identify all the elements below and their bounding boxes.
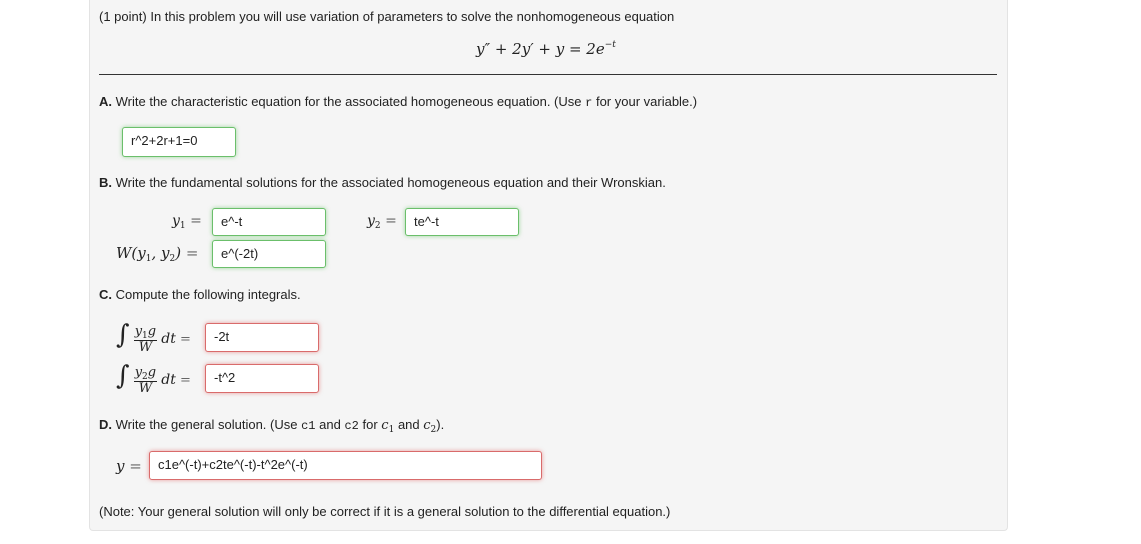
integral-1-fraction: [134, 325, 157, 355]
wronskian-label: [116, 244, 198, 262]
int2-equals: =: [179, 373, 191, 388]
problem-intro: [99, 9, 674, 24]
int2-dt: dt: [161, 372, 176, 388]
y2-label: [367, 213, 397, 229]
part-d-text-3: for: [362, 417, 378, 432]
part-d-prompt: [99, 417, 444, 433]
y2-symbol: y: [367, 213, 375, 229]
part-b-text: Write the fundamental solutions for the associated homogeneous equation and their Wronskian.: [115, 175, 666, 190]
wronskian-equals: =: [185, 244, 199, 262]
part-a-variable: r: [585, 96, 593, 110]
integral-1: [116, 320, 191, 355]
part-d-text-4: and: [397, 417, 420, 432]
part-d-letter: D.: [99, 417, 112, 432]
y2-subscript: 2: [374, 221, 381, 231]
characteristic-equation-input[interactable]: r^2+2r+1=0: [122, 127, 236, 157]
int1-denominator: W: [138, 339, 153, 355]
c2-math-sub: 2: [430, 425, 437, 435]
int2-denominator: W: [138, 380, 153, 396]
int2-numerator-g: g: [147, 364, 157, 380]
int1-numerator-g: g: [147, 323, 157, 339]
divider: [99, 74, 997, 75]
c1-code: c1: [301, 419, 316, 433]
y1-subscript: 1: [179, 221, 186, 231]
integral-2-sign: ∫: [116, 361, 130, 391]
wronskian-input[interactable]: e^(-2t): [212, 240, 326, 268]
intro-text: In this problem you will use variation of parameters to solve the nonhomogeneous equation: [150, 9, 675, 24]
part-d-text-5: ).: [436, 417, 445, 432]
y1-input[interactable]: e^-t: [212, 208, 326, 236]
part-b-prompt: [99, 175, 666, 190]
points-label: (1 point): [99, 9, 147, 24]
wronskian-close: ): [175, 244, 182, 262]
part-a-text-after: for your variable.): [595, 94, 698, 109]
y1-symbol: y: [172, 213, 180, 229]
wronskian-open: W(y: [116, 244, 146, 262]
int2-numerator-sub: 2: [142, 371, 148, 382]
y1-label: [172, 213, 202, 229]
y-symbol: y: [116, 457, 125, 475]
c1-math-sub: 1: [388, 425, 395, 435]
integral-1-input[interactable]: -2t: [205, 323, 319, 352]
c2-code: c2: [344, 419, 359, 433]
int1-dt: dt: [161, 331, 176, 347]
integral-2-input[interactable]: -t^2: [205, 364, 319, 393]
part-c-letter: C.: [99, 287, 112, 302]
int1-numerator-y: y: [134, 323, 143, 339]
c1-math: c: [381, 418, 389, 433]
integral-2-fraction: [134, 366, 157, 396]
wronskian-mid: , y: [151, 244, 170, 262]
note-text: (Note: Your general solution will only be correct if it is a general solution to the differential equation.): [99, 504, 671, 519]
wronskian-sub2: 2: [169, 254, 176, 264]
y1-equals: =: [190, 213, 202, 229]
part-c-prompt: [99, 287, 301, 302]
int2-numerator-y: y: [134, 364, 143, 380]
part-a-letter: A.: [99, 94, 112, 109]
part-d-text-2: and: [319, 417, 341, 432]
int1-equals: =: [179, 332, 191, 347]
y2-equals: =: [385, 213, 397, 229]
equation-exponent: −t: [604, 40, 616, 50]
wronskian-sub1: 1: [145, 254, 152, 264]
part-a-text-before: Write the characteristic equation for the associated homogeneous equation. (Use: [115, 94, 582, 109]
c2-math: c: [423, 418, 431, 433]
part-a-prompt: [99, 94, 697, 110]
general-solution-label: [116, 457, 142, 475]
integral-2: [116, 361, 191, 396]
part-c-text: Compute the following integrals.: [115, 287, 301, 302]
main-equation: [476, 40, 616, 58]
general-solution-input[interactable]: c1e^(-t)+c2te^(-t)-t^2e^(-t): [149, 451, 542, 480]
part-b-letter: B.: [99, 175, 112, 190]
y2-input[interactable]: te^-t: [405, 208, 519, 236]
integral-1-sign: ∫: [116, 320, 130, 350]
part-d-text-1: Write the general solution. (Use: [115, 417, 298, 432]
y-equals: =: [129, 457, 142, 475]
int1-numerator-sub: 1: [142, 330, 148, 341]
equation-lhs: y″ + 2y′ + y = 2e: [476, 40, 605, 58]
